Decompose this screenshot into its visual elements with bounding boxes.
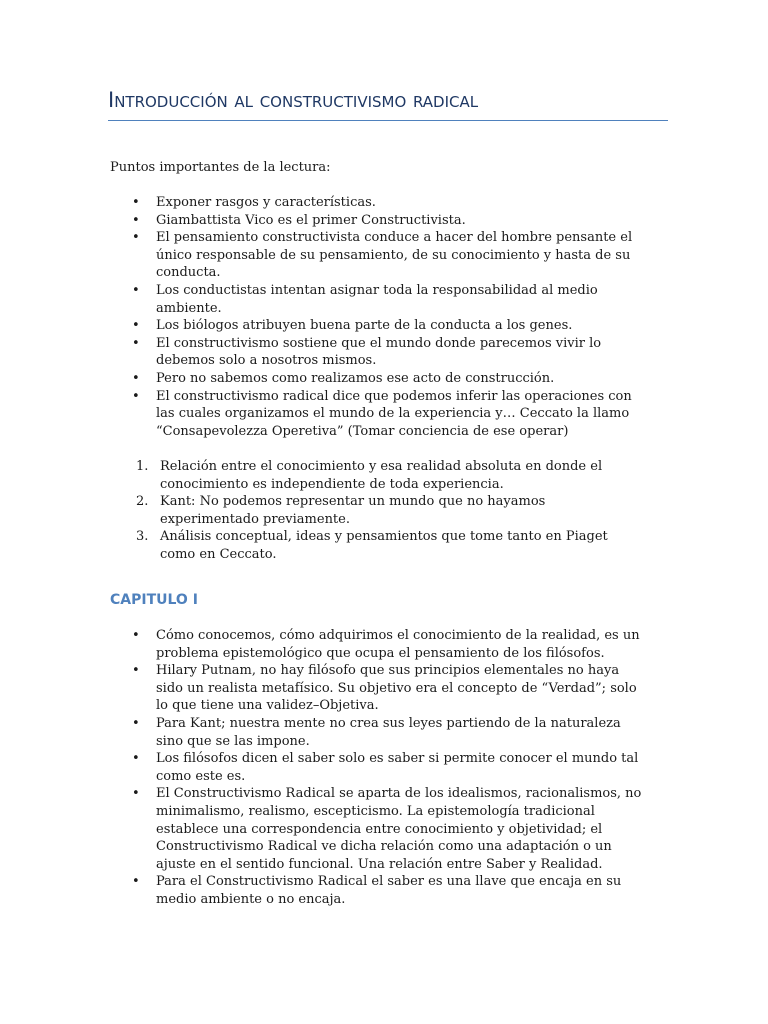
- list-item: • Hilary Putnam, no hay filósofo que sus principios elementales no haya sido un realista metafísico. Su objetivo era el concepto de “Verdad”; solo lo que tiene una validez–Objetiva.: [110, 662, 646, 715]
- list-item: • El pensamiento constructivista conduce a hacer del hombre pensante el único responsable de su pensamiento, de su conocimiento y hasta de su conducta.: [110, 229, 646, 282]
- list-item: • El Constructivismo Radical se aparta de los idealismos, racionalismos, no minimalismo, realismo, escepticismo. La epistemología tradicional establece una correspondencia entre conocimiento y objetividad; el Constructivismo Radical ve dicha relación como una adaptación o un ajuste en el sentido funcional. Una relación entre Saber y Realidad.: [110, 785, 646, 873]
- numbered-list: [110, 458, 646, 564]
- bullet-list-chapter-1: [110, 627, 646, 909]
- document-title: Introducción al constructivismo radical: [108, 86, 668, 121]
- list-item: • El constructivismo sostiene que el mundo donde parecemos vivir lo debemos solo a nosotros mismos.: [110, 335, 646, 370]
- list-item: • Pero no sabemos como realizamos ese acto de construcción.: [110, 370, 646, 388]
- item-number: 1.: [136, 459, 149, 474]
- list-item: • Para Kant; nuestra mente no crea sus leyes partiendo de la naturaleza sino que se las impone.: [110, 715, 646, 750]
- list-item: • El constructivismo radical dice que podemos inferir las operaciones con las cuales organizamos el mundo de la experiencia y… Ceccato la llamo “Consapevolezza Operetiva” (Tomar conciencia de ese operar): [110, 388, 646, 441]
- item-text: Análisis conceptual, ideas y pensamientos que tome tanto en Piaget como en Ceccato.: [160, 529, 608, 562]
- numbered-item: [110, 458, 646, 493]
- list-item: • Exponer rasgos y características.: [110, 194, 646, 212]
- section-heading: CAPITULO I: [110, 592, 198, 608]
- list-item: • Los filósofos dicen el saber solo es saber si permite conocer el mundo tal como este es.: [110, 750, 646, 785]
- numbered-item: [110, 493, 646, 528]
- item-text: Kant: No podemos representar un mundo que no hayamos experimentado previamente.: [160, 494, 546, 527]
- list-item: • Los biólogos atribuyen buena parte de la conducta a los genes.: [110, 317, 646, 335]
- bullet-list-key-points: [110, 194, 646, 440]
- item-number: 2.: [136, 494, 149, 510]
- list-item: • Los conductistas intentan asignar toda la responsabilidad al medio ambiente.: [110, 282, 646, 317]
- item-number: 3.: [136, 529, 149, 545]
- item-text: Relación entre el conocimiento y esa realidad absoluta en donde el conocimiento es independiente de toda experiencia.: [160, 459, 603, 492]
- list-item: • Para el Constructivismo Radical el saber es una llave que encaja en su medio ambiente o no encaja.: [110, 873, 646, 908]
- intro-text: Puntos importantes de la lectura:: [110, 160, 331, 175]
- list-item: • Cómo conocemos, cómo adquirimos el conocimiento de la realidad, es un problema epistemológico que ocupa el pensamiento de los filósofos.: [110, 627, 646, 662]
- list-item: • Giambattista Vico es el primer Constructivista.: [110, 212, 646, 230]
- numbered-item: [110, 528, 646, 563]
